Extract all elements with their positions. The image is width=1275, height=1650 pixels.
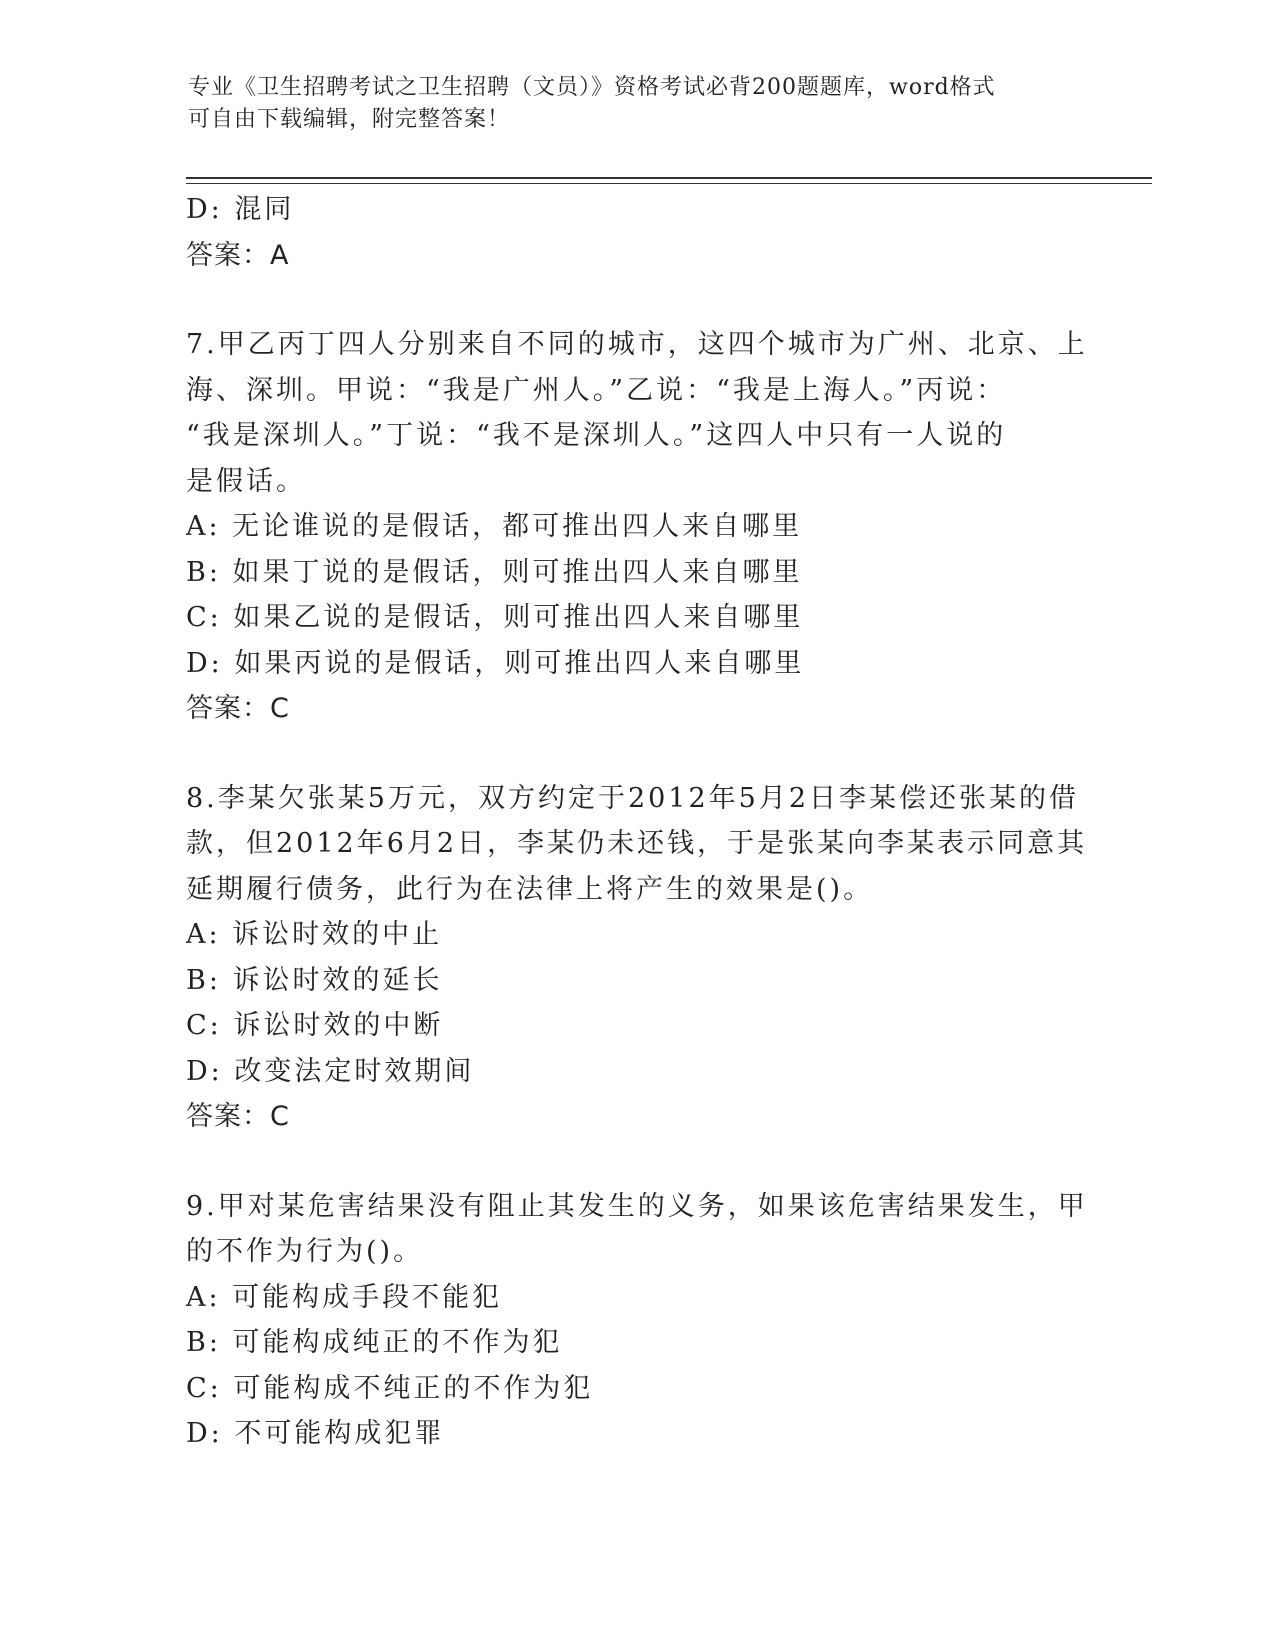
prev-option-d: D: 混同 (186, 194, 295, 225)
question-stem-line: 9.甲对某危害结果没有阻止其发生的义务，如果该危害结果发生，甲 (186, 1190, 1088, 1222)
option-a: A: 诉讼时效的中止 (186, 919, 443, 950)
option-b: B: 如果丁说的是假话，则可推出四人来自哪里 (186, 556, 803, 588)
prev-answer: 答案：A (186, 239, 290, 271)
spacer (186, 732, 1086, 776)
question-stem-line: 8.李某欠张某5万元，双方约定于2012年5月2日李某偿还张某的借 (186, 782, 1080, 814)
option-d: D: 如果丙说的是假话，则可推出四人来自哪里 (186, 647, 805, 679)
option-c: C: 如果乙说的是假话，则可推出四人来自哪里 (186, 602, 804, 633)
answer: 答案：C (186, 693, 290, 724)
question-stem-line: “我是深圳人。”丁说：“我不是深圳人。”这四人中只有一人说的 (186, 420, 1007, 451)
option-a: A: 可能构成手段不能犯 (186, 1281, 503, 1313)
option-b: B: 诉讼时效的延长 (186, 964, 443, 996)
header-rule-thick (186, 177, 1152, 179)
question-9 (186, 1184, 1086, 1457)
question-stem-line: 的不作为行为()。 (186, 1236, 424, 1267)
document-header (188, 72, 1088, 136)
spacer (186, 1140, 1086, 1184)
option-b: B: 可能构成纯正的不作为犯 (186, 1327, 563, 1358)
spacer (186, 278, 1086, 322)
question-8 (186, 776, 1086, 1140)
question-stem-line: 7.甲乙丙丁四人分别来自不同的城市，这四个城市为广州、北京、上 (186, 329, 1088, 360)
answer: 答案：C (186, 1101, 290, 1132)
question-stem-line: 款，但2012年6月2日，李某仍未还钱，于是张某向李某表示同意其 (186, 828, 1088, 859)
option-a: A: 无论谁说的是假话，都可推出四人来自哪里 (186, 511, 803, 542)
question-stem-line: 是假话。 (186, 465, 306, 497)
option-d: D: 不可能构成犯罪 (186, 1418, 445, 1449)
document-body (186, 187, 1086, 1457)
header-line-2: 可自由下载编辑，附完整答案！ (188, 107, 511, 132)
header-line-1: 专业《卫生招聘考试之卫生招聘（文员）》资格考试必背200题题库，word格式 (188, 75, 996, 100)
question-7 (186, 322, 1086, 732)
option-c: C: 可能构成不纯正的不作为犯 (186, 1372, 594, 1404)
question-stem-line: 延期履行债务，此行为在法律上将产生的效果是()。 (186, 873, 874, 905)
header-rule-thin (186, 183, 1152, 184)
option-d: D: 改变法定时效期间 (186, 1055, 475, 1087)
option-c: C: 诉讼时效的中断 (186, 1010, 444, 1041)
question-stem-line: 海、深圳。甲说：“我是广州人。”乙说：“我是上海人。”丙说： (186, 374, 1007, 406)
